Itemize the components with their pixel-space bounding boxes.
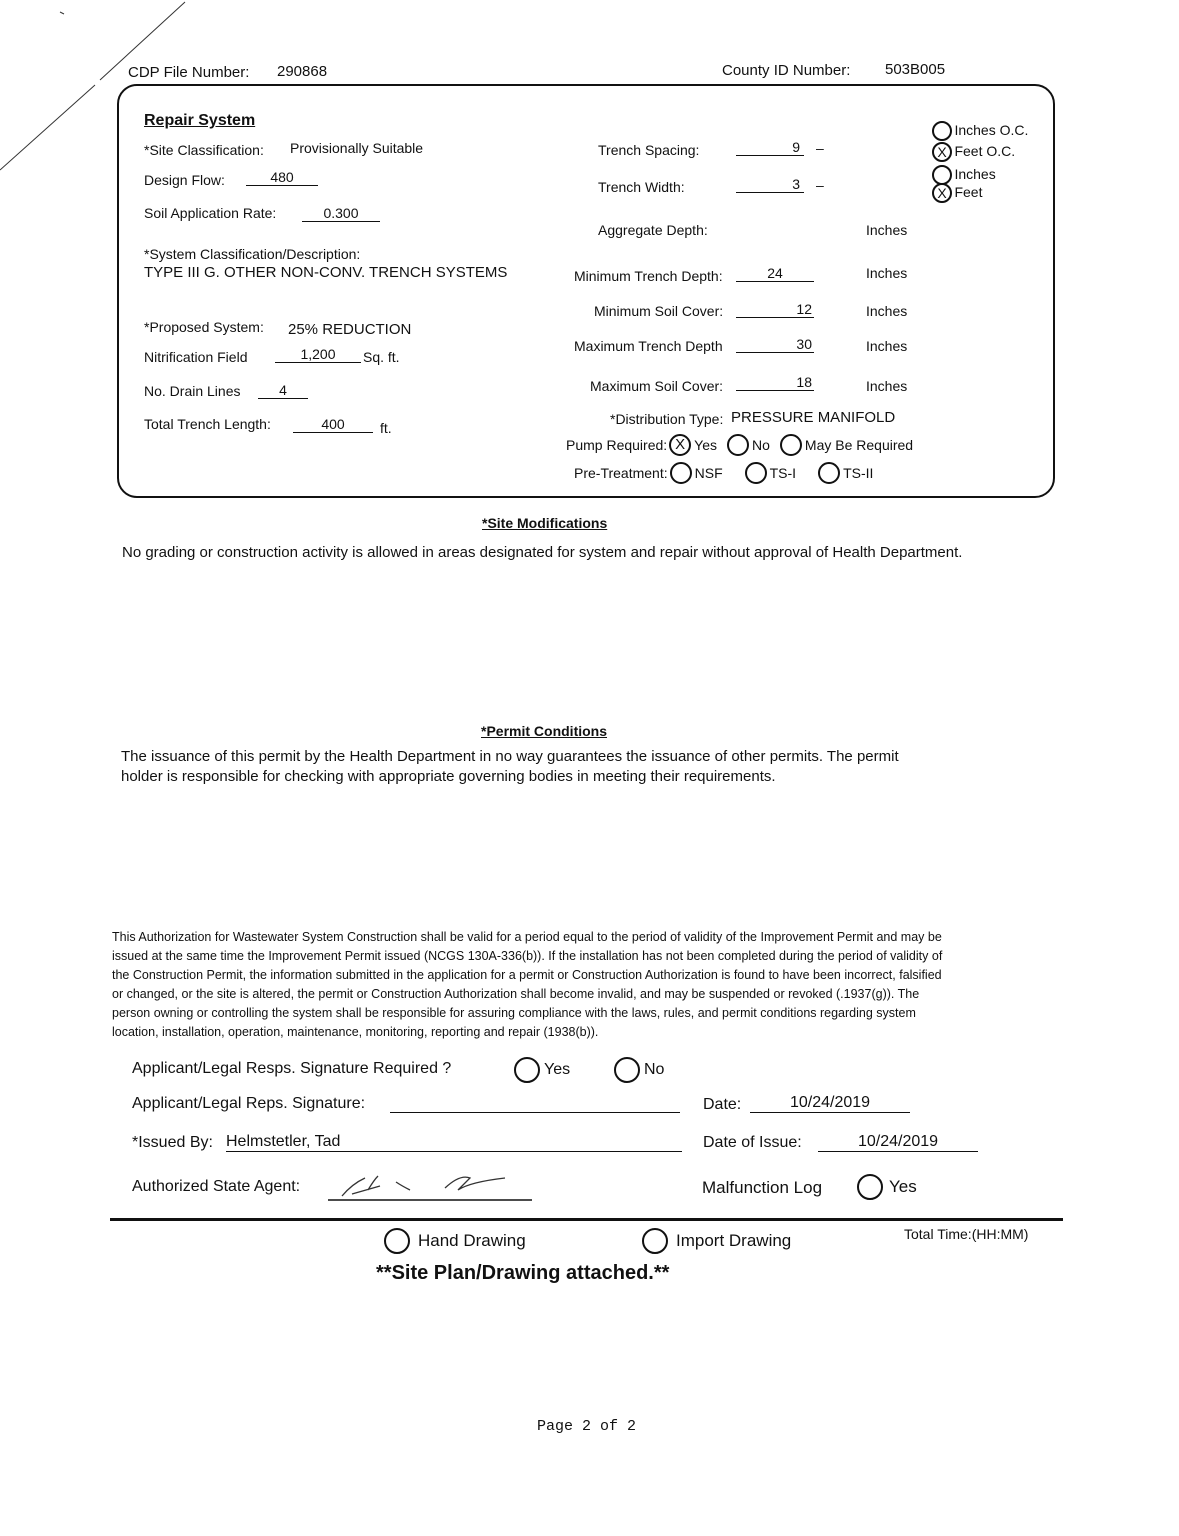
hand-drawing-option[interactable] [384, 1228, 526, 1254]
radio-circle-icon [642, 1228, 668, 1254]
min-trench-unit: Inches [866, 265, 908, 281]
spacing-unit-feet[interactable] [932, 142, 1015, 162]
distribution-value: PRESSURE MANIFOLD [731, 409, 896, 426]
pump-yes-label: Yes [694, 437, 718, 453]
nitrification-unit: Sq. ft. [363, 349, 400, 365]
checked-radio-icon [669, 434, 691, 456]
spacing-unit-inches[interactable] [932, 121, 1028, 141]
drain-lines-value: 4 [258, 382, 308, 399]
width-unit-feet[interactable] [932, 183, 982, 203]
trench-spacing-label: Trench Spacing: [598, 142, 700, 158]
pump-maybe-label: May Be Required [804, 437, 914, 453]
min-trench-label: Minimum Trench Depth: [574, 268, 723, 284]
county-value: 503B005 [885, 61, 946, 78]
site-class-value: Provisionally Suitable [290, 140, 424, 156]
authorization-text: This Authorization for Wastewater System Construction shall be valid for a period equal to the period of validity of the Improvement Permit and may be issued at the same time the Improvement Permit issued (NCGS 130A-336(b)). If the installation has not been completed during the period of validity of the Construction Permit, the information submitted in the application for a permit or Construction Authorization is found to have been incorrect, falsified or changed, or the site is altered, the permit or Construction Authorization shall become invalid, and may be suspended or revoked (.1937(g)). The person owning or controlling the system shall be responsible for assuring compliance with the laws, rules, and permit conditions regarding system location, installation, operation, maintenance, monitoring, reporting and repair (1938(b)). [112, 930, 943, 1039]
width-unit-inches-label: Inches [954, 166, 996, 183]
soil-rate-label: Soil Application Rate: [144, 205, 277, 221]
issued-by-label: *Issued By: [132, 1134, 213, 1151]
proposed-value: 25% REDUCTION [288, 321, 412, 338]
repair-system-title: Repair System [144, 112, 256, 129]
applicant-signature-label: Applicant/Legal Reps. Signature: [132, 1095, 366, 1112]
checked-radio-icon [932, 183, 952, 203]
width-unit-feet-label: Feet [954, 184, 983, 201]
signature-required-no[interactable] [614, 1057, 664, 1083]
radio-circle-icon [932, 165, 952, 185]
spacing-unit-feet-label: Feet O.C. [954, 143, 1016, 160]
drain-lines-label: No. Drain Lines [144, 383, 241, 399]
malfunction-yes-option[interactable] [857, 1174, 917, 1200]
applicant-signature-line[interactable] [390, 1112, 680, 1113]
signature-no-label: No [644, 1061, 665, 1078]
trench-width-value: 3 [736, 176, 804, 193]
radio-circle-icon [857, 1174, 883, 1200]
max-cover-unit: Inches [866, 378, 908, 394]
max-trench-label: Maximum Trench Depth [574, 338, 723, 354]
signature-required-label: Applicant/Legal Resps. Signature Required ? [132, 1060, 452, 1077]
site-modifications-title: *Site Modifications [482, 515, 608, 531]
min-trench-value: 24 [736, 265, 814, 282]
radio-circle-icon [727, 434, 749, 456]
hand-drawing-label: Hand Drawing [418, 1231, 526, 1250]
agent-signature-drawing [320, 1168, 534, 1202]
pump-yes-option[interactable] [669, 434, 717, 456]
pump-required-group [566, 434, 923, 456]
site-class-label: *Site Classification: [144, 142, 264, 158]
radio-circle-icon [780, 434, 802, 456]
pretreat-ts1-option[interactable] [745, 462, 796, 484]
pre-treatment-group [574, 462, 883, 484]
radio-circle-icon [384, 1228, 410, 1254]
trench-spacing-dash: – [816, 140, 824, 156]
distribution-label: *Distribution Type: [610, 411, 724, 427]
max-trench-value: 30 [736, 336, 814, 353]
pretreat-ts2-label: TS-II [843, 465, 874, 481]
issued-by-value: Helmstetler, Tad [226, 1133, 682, 1152]
site-modifications-text: No grading or construction activity is allowed in areas designated for system and repair without approval of Health Department. [122, 544, 963, 561]
trench-width-label: Trench Width: [598, 179, 685, 195]
malfunction-log-label: Malfunction Log [702, 1178, 823, 1197]
issue-date-value: 10/24/2019 [818, 1133, 978, 1152]
site-plan-attached: **Site Plan/Drawing attached.** [376, 1262, 670, 1284]
soil-rate-value: 0.300 [302, 205, 380, 222]
trench-length-unit: ft. [380, 420, 392, 436]
date-value: 10/24/2019 [750, 1094, 910, 1113]
date-label: Date: [703, 1096, 742, 1113]
proposed-label: *Proposed System: [144, 319, 264, 335]
pump-maybe-option[interactable] [780, 434, 913, 456]
spacing-unit-inches-label: Inches O.C. [954, 122, 1029, 139]
max-trench-unit: Inches [866, 338, 908, 354]
page-number: Page 2 of 2 [537, 1418, 637, 1435]
nitrification-value: 1,200 [275, 346, 361, 363]
pretreat-nsf-option[interactable] [670, 462, 723, 484]
pretreat-nsf-label: NSF [694, 465, 723, 481]
section-divider [110, 1218, 1063, 1221]
min-cover-unit: Inches [866, 303, 908, 319]
trench-length-label: Total Trench Length: [144, 416, 271, 432]
pump-no-label: No [752, 437, 770, 453]
import-drawing-option[interactable] [642, 1228, 791, 1254]
pump-no-option[interactable] [727, 434, 770, 456]
signature-yes-label: Yes [544, 1061, 571, 1078]
min-cover-label: Minimum Soil Cover: [594, 303, 724, 319]
cdp-label: CDP File Number: [128, 64, 250, 81]
radio-circle-icon [514, 1057, 540, 1083]
aggregate-unit: Inches [866, 222, 908, 238]
state-agent-label: Authorized State Agent: [132, 1178, 301, 1195]
design-flow-value: 480 [246, 169, 318, 186]
radio-circle-icon [745, 462, 767, 484]
radio-circle-icon [614, 1057, 640, 1083]
trench-length-value: 400 [293, 416, 373, 433]
import-drawing-label: Import Drawing [676, 1231, 792, 1250]
pretreat-ts1-label: TS-I [769, 465, 797, 481]
pretreat-ts2-option[interactable] [818, 462, 873, 484]
radio-circle-icon [818, 462, 840, 484]
signature-required-yes[interactable] [514, 1057, 570, 1083]
permit-conditions-title: *Permit Conditions [481, 723, 608, 739]
cdp-value: 290868 [277, 63, 328, 80]
county-label: County ID Number: [722, 62, 851, 79]
trench-width-dash: – [816, 177, 824, 193]
radio-circle-icon [932, 121, 952, 141]
trench-spacing-value: 9 [736, 139, 804, 156]
nitrification-label: Nitrification Field [144, 349, 248, 365]
design-flow-label: Design Flow: [144, 172, 225, 188]
issue-date-label: Date of Issue: [703, 1134, 802, 1151]
min-cover-value: 12 [736, 301, 814, 318]
checked-radio-icon [932, 142, 952, 162]
pump-label: Pump Required: [566, 437, 668, 453]
aggregate-label: Aggregate Depth: [598, 222, 708, 238]
pretreat-label: Pre-Treatment: [574, 465, 668, 481]
permit-conditions-text: The issuance of this permit by the Health Department in no way guarantees the issuance of other permits. The permit holder is responsible for checking with appropriate governing bodies in meeting their requirements. [121, 748, 899, 785]
sys-class-value: TYPE III G. OTHER NON-CONV. TRENCH SYSTEMS [144, 264, 508, 281]
max-cover-value: 18 [736, 374, 814, 391]
max-cover-label: Maximum Soil Cover: [590, 378, 724, 394]
total-time-label: Total Time:(HH:MM) [904, 1226, 1029, 1242]
sys-class-label: *System Classification/Description: [144, 246, 361, 262]
malfunction-yes-label: Yes [889, 1177, 917, 1196]
width-unit-inches[interactable] [932, 165, 996, 185]
radio-circle-icon [670, 462, 692, 484]
